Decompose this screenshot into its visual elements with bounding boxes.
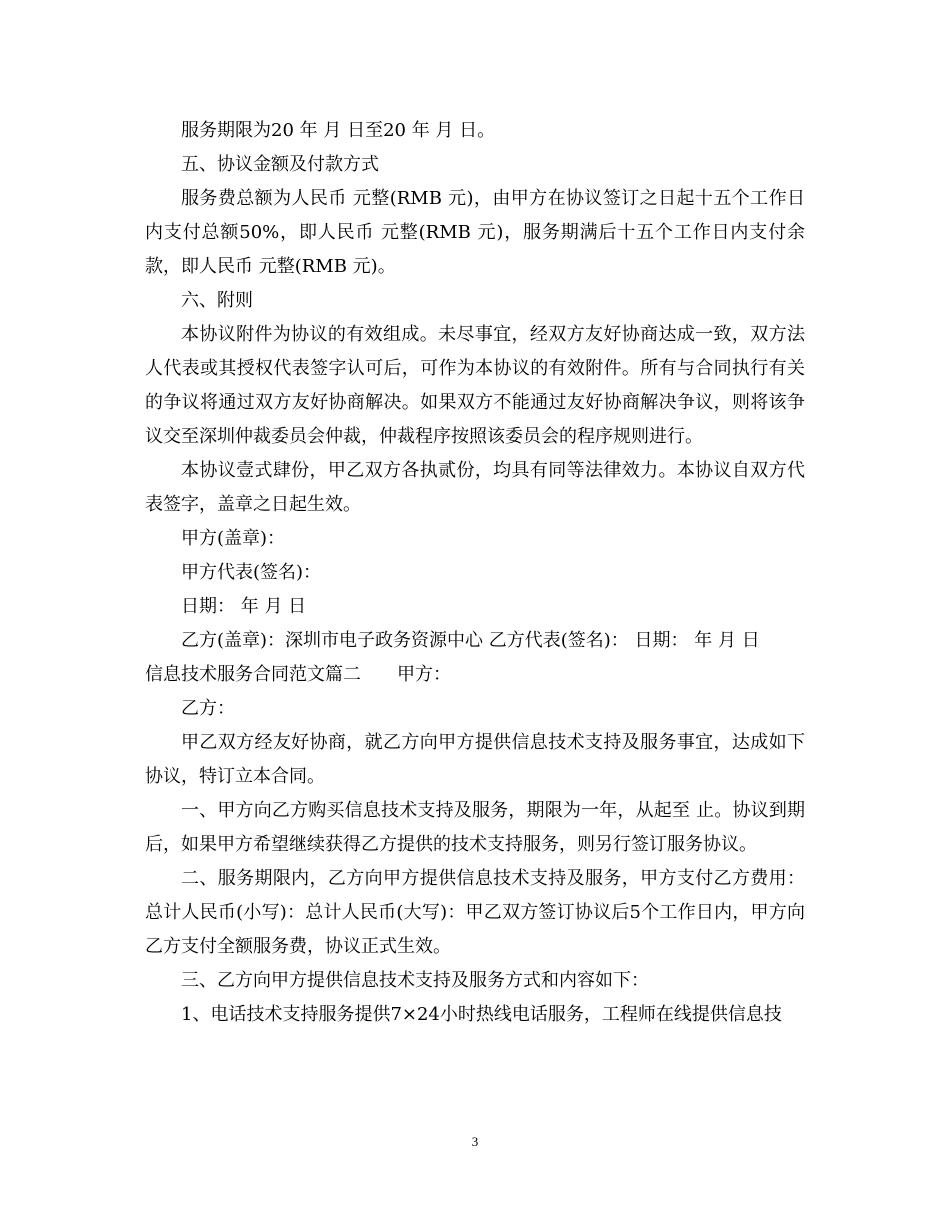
party-b-signature-line: 乙方(盖章)：深圳市电子政务资源中心 乙方代表(签名)： 日期： 年 月 日 (181, 630, 760, 651)
document-body (145, 114, 811, 1032)
page-number: 3 (471, 1134, 479, 1149)
contract-title-part-2: 信息技术服务合同范文篇二 甲方： (145, 664, 451, 685)
party-b-label: 乙方： (181, 698, 235, 719)
paragraph-service-period: 服务期限为20 年 月 日至20 年 月 日。 (181, 120, 496, 141)
paragraph-annex: 本协议附件为协议的有效组成。未尽事宜，经双方友好协商达成一致，双方法人代表或其授权代表签字认可后，可作为本协议的有效附件。所有与合同执行有关的争议将通过双方友好协商解决。如果双方不能通过友好协商解决争议，则将该争议交至深圳仲裁委员会仲裁，仲裁程序按照该委员会的程序规则进行。 (145, 324, 805, 447)
paragraph-agreement-intro: 甲乙双方经友好协商，就乙方向甲方提供信息技术支持及服务事宜，达成如下协议，特订立本合同。 (145, 732, 805, 787)
paragraph-copies: 本协议壹式肆份，甲乙双方各执贰份，均具有同等法律效力。本协议自双方代表签字，盖章之日起生效。 (145, 460, 805, 515)
paragraph-payment: 服务费总额为人民币 元整(RMB 元)，由甲方在协议签订之日起十五个工作日内支付总额50%，即人民币 元整(RMB 元)，服务期满后十五个工作日内支付余款，即人民币 元整(RMB 元)。 (145, 188, 805, 277)
clause-3: 三、乙方向甲方提供信息技术支持及服务方式和内容如下： (181, 970, 649, 991)
heading-section-5: 五、协议金额及付款方式 (181, 154, 379, 175)
heading-section-6: 六、附则 (181, 290, 253, 311)
clause-3-item-1: 1、电话技术支持服务提供7×24小时热线电话服务，工程师在线提供信息技 (181, 1004, 782, 1025)
party-a-seal: 甲方(盖章)： (181, 528, 286, 549)
clause-2: 二、服务期限内，乙方向甲方提供信息技术支持及服务，甲方支付乙方费用： 总计人民币(小写)：总计人民币(大写)：甲乙双方签订协议后5个工作日内，甲方向乙方支付全额服务费，协议正式生效。 (145, 868, 811, 957)
party-a-date: 日期： 年 月 日 (181, 596, 307, 617)
party-a-representative: 甲方代表(签名)： (181, 562, 322, 583)
clause-1: 一、甲方向乙方购买信息技术支持及服务，期限为一年，从起至 止。协议到期后，如果甲方希望继续获得乙方提供的技术支持服务，则另行签订服务协议。 (145, 800, 805, 855)
